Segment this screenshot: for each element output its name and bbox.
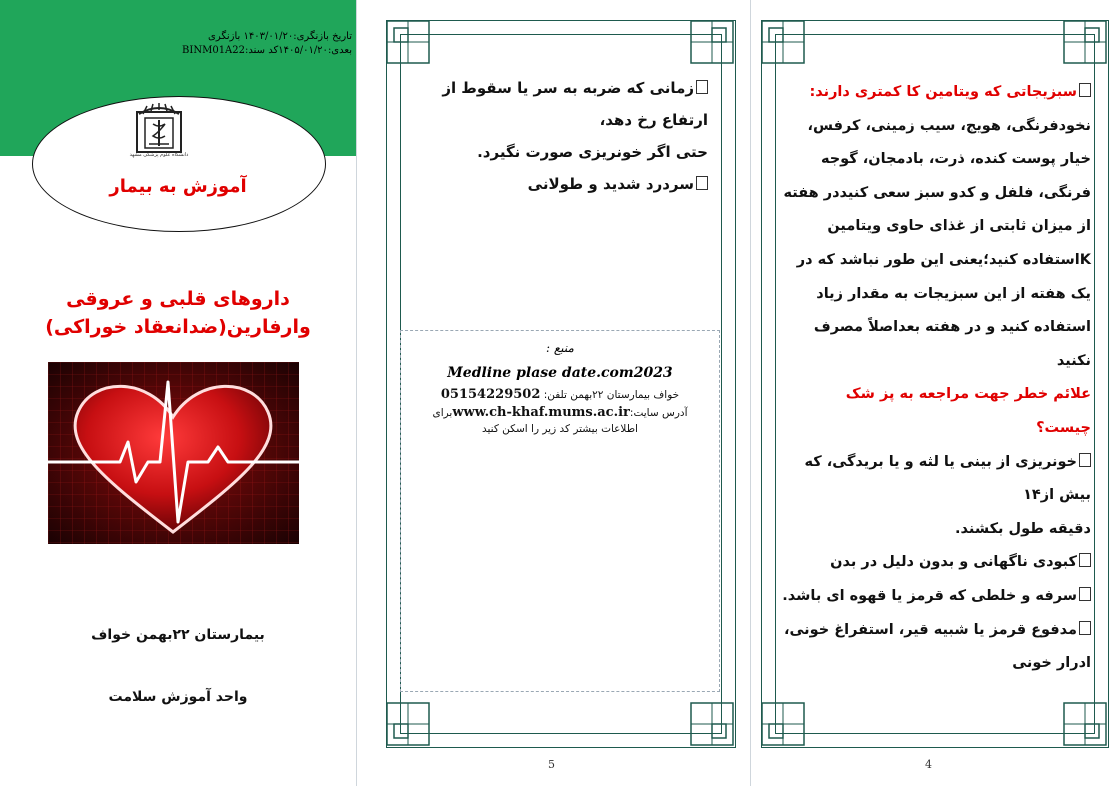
corner-ornament-icon — [1063, 702, 1107, 746]
corner-ornament-icon — [690, 20, 734, 64]
checkbox-bullet-icon — [1079, 83, 1091, 97]
page-separator — [356, 0, 357, 786]
veg-line: نخودفرنگی، هویج، سیب زمینی، کرفس، — [807, 117, 1091, 134]
page5-text — [416, 72, 708, 200]
page-5 — [376, 0, 746, 786]
heading-low-vitamin-k-vegetables: سبزیجاتی که ویتامین کا کمتری دارند: — [809, 84, 1077, 100]
brochure-title-line1: داروهای قلبی و عروقی — [66, 288, 290, 310]
checkbox-bullet-icon — [1079, 553, 1091, 567]
page-separator — [750, 0, 751, 786]
checkbox-bullet-icon — [1079, 621, 1091, 635]
cover-panel — [0, 0, 356, 786]
corner-ornament-icon — [761, 20, 805, 64]
page-number: 4 — [925, 758, 932, 771]
document-dates — [112, 30, 352, 58]
veg-line: یک هفته از این سبزیجات به مقدار زیاد — [816, 285, 1091, 302]
warning-item: مدفوع قرمز یا شبیه قیر، استفراغ خونی، — [783, 621, 1077, 638]
contact-site-suffix: برای — [432, 407, 453, 419]
corner-ornament-icon — [386, 702, 430, 746]
scan-instruction: اطلاعات بیشتر کد زیر را اسکن کنید — [482, 423, 638, 435]
corner-ornament-icon — [690, 702, 734, 746]
source-box — [400, 330, 720, 692]
veg-line: فرنگی، فلفل و کدو سبز سعی کنیددر هفته — [783, 184, 1091, 201]
heart-ecg-image — [48, 362, 299, 544]
veg-line: استفاده کنید؛یعنی این طور نباشد که در — [796, 251, 1080, 268]
university-logo-icon — [135, 102, 183, 156]
checkbox-bullet-icon — [1079, 587, 1091, 601]
page-number: 5 — [548, 758, 555, 771]
veg-line: از میزان ثابتی از غذای حاوی ویتامین — [827, 218, 1091, 235]
contact-location-label: خواف بیمارستان ۲۲بهمن تلفن: — [543, 389, 680, 401]
logo-caption: دانشگاه علوم پزشکی مشهد — [129, 152, 189, 158]
page-4 — [757, 0, 1113, 786]
veg-line: استفاده کنید و در هفته بعداصلاً مصرف — [813, 319, 1091, 336]
page5-line4: سردرد شدید و طولانی — [527, 175, 694, 193]
checkbox-bullet-icon — [696, 176, 708, 190]
contact-site-link[interactable]: www.ch-khaf.mums.ac.ir — [452, 405, 630, 420]
veg-line: نکنید — [1056, 352, 1091, 369]
source-site: Medline plase date.com2023 — [447, 365, 673, 381]
revision-date: تاریخ بازنگری:۱۴۰۳/۰۱/۲۰ بازنگری — [208, 31, 352, 42]
health-education-unit: واحد آموزش سلامت — [108, 689, 248, 705]
page5-line2: ارتفاع رخ دهد، — [599, 111, 708, 129]
contact-phone-line — [401, 387, 719, 402]
checkbox-bullet-icon — [696, 80, 708, 94]
corner-ornament-icon — [761, 702, 805, 746]
hospital-name: بیمارستان ۲۲بهمن خواف — [91, 627, 265, 643]
vitamin-k-letter: K — [1079, 251, 1091, 268]
warning-item-cont: ادرار خونی — [1012, 655, 1091, 672]
heading-warning-signs: علائم خطر جهت مراجعه به پز شک — [845, 386, 1091, 403]
source-label: منبع : — [546, 341, 574, 355]
page4-text — [777, 76, 1091, 681]
heading-warning-signs-question: چیست؟ — [1036, 419, 1091, 436]
contact-site-label: آدرس سایت: — [629, 407, 688, 419]
page5-line3: حتی اگر خونریزی صورت نگیرد. — [477, 143, 708, 161]
warning-item: کبودی ناگهانی و بدون دلیل در بدن — [830, 554, 1077, 571]
warning-item-cont: بیش از۱۴ — [1023, 487, 1091, 504]
next-revision-date: بعدی:۱۴۰۵/۰۱/۲۰کد سند:BINM01A22 — [182, 45, 352, 56]
contact-phone: 05154229502 — [440, 387, 541, 402]
warning-item: سرفه و خلطی که قرمز یا قهوه ای باشد. — [782, 587, 1077, 604]
contact-site-line — [401, 405, 719, 420]
page5-line1: زمانی که ضربه به سر یا سقوط از — [442, 79, 694, 97]
warning-item: خونریزی از بینی یا لثه و یا بریدگی، که — [804, 453, 1077, 470]
patient-education-label: آموزش به بیمار — [109, 176, 247, 197]
corner-ornament-icon — [386, 20, 430, 64]
warning-item-cont: دقیقه طول بکشند. — [955, 520, 1091, 537]
veg-line: خیار پوست کنده، ذرت، بادمجان، گوجه — [820, 151, 1091, 168]
brochure-title-line2: وارفارین(ضدانعقاد خوراکی) — [45, 316, 311, 338]
corner-ornament-icon — [1063, 20, 1107, 64]
checkbox-bullet-icon — [1079, 453, 1091, 467]
